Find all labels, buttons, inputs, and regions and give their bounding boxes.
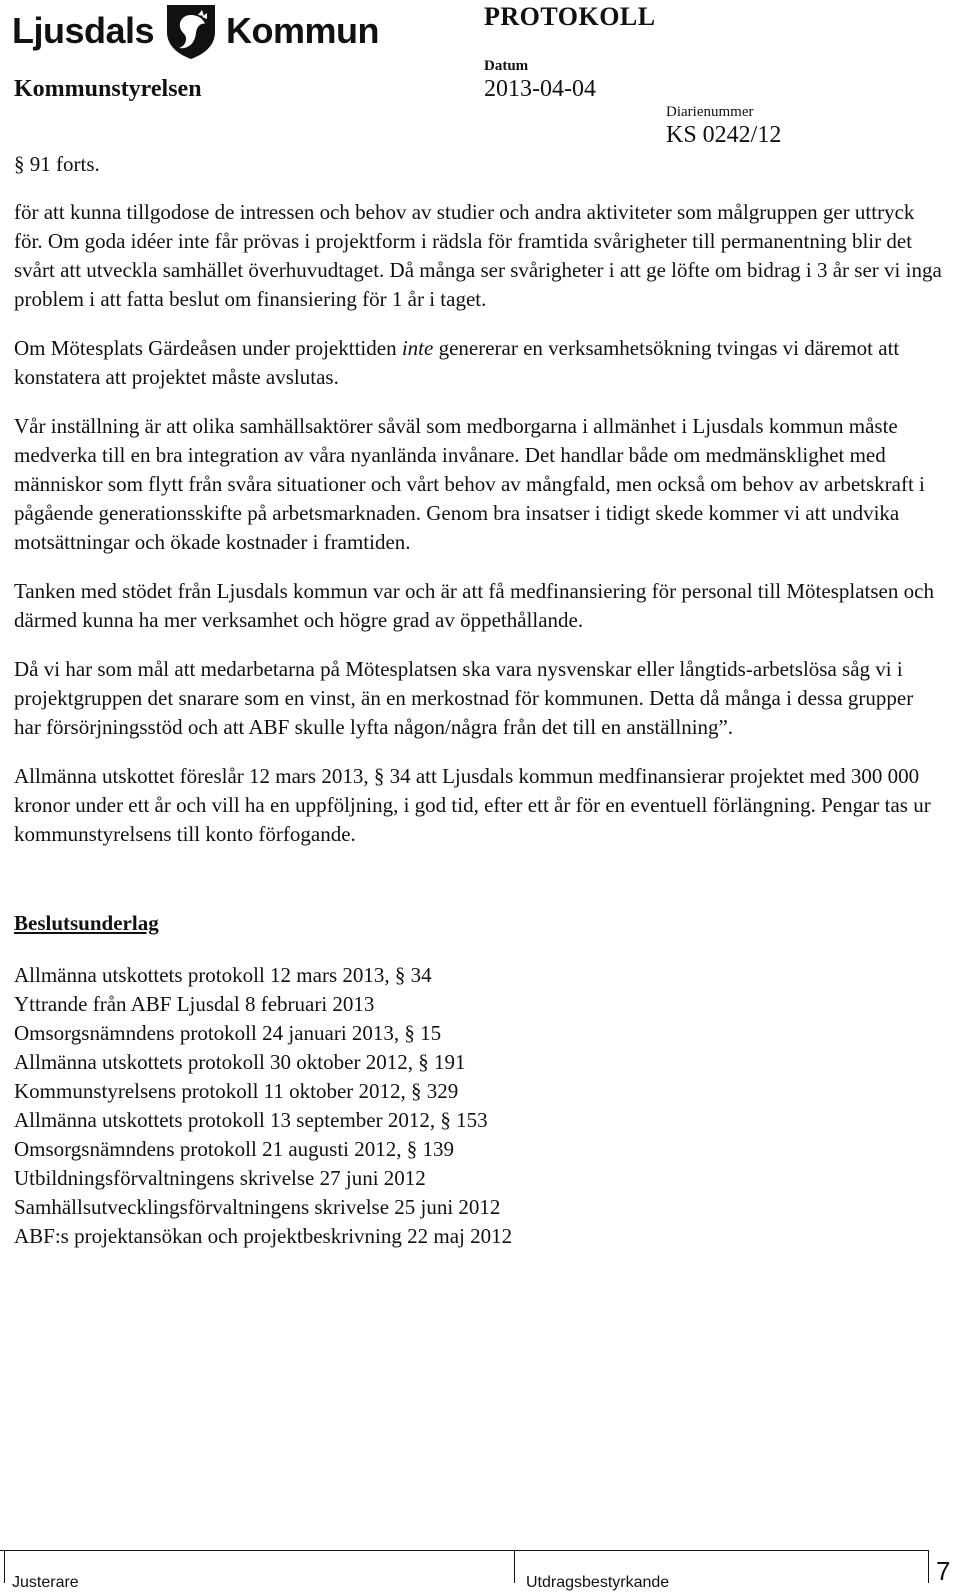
paragraph-text: Om Mötesplats Gärdeåsen under projekttiden xyxy=(14,336,402,360)
list-item: Kommunstyrelsens protokoll 11 oktober 2012, § 329 xyxy=(14,1079,459,1103)
paragraph-text: genererar en verksamhetsökning tvingas vi däremot att konstatera att projektet måste avslutas. xyxy=(14,336,900,389)
list-item: Utbildningsförvaltningens skrivelse 27 juni 2012 xyxy=(14,1166,426,1190)
date-label: Datum xyxy=(484,58,529,74)
organization-name: Kommunstyrelsen xyxy=(14,76,202,102)
page-number: 7 xyxy=(936,1556,951,1586)
document-type: PROTOKOLL xyxy=(484,2,656,31)
body-paragraph: Då vi har som mål att medarbetarna på Mötesplatsen ska vara nysvenskar eller långtids-arbetslösa såg vi i projektgruppen det snarare som en vinst, än en merkostnad för kommunen. Detta då många i dessa grupper har försörjningsstöd och att ABF skulle lyfta någon/några från det till en anställning”. xyxy=(14,657,914,739)
protocol-body xyxy=(14,150,944,1251)
list-item: Samhällsutvecklingsförvaltningens skrivelse 25 juni 2012 xyxy=(14,1195,501,1219)
body-paragraph: Allmänna utskottet föreslår 12 mars 2013, § 34 att Ljusdals kommun medfinansierar projektet med 300 000 kronor under ett år och vill ha en uppföljning, i god tid, efter ett år för en eventuell förlängning. Pengar tas ur kommunstyrelsens till konto förfogande. xyxy=(14,764,931,846)
body-paragraph: Vår inställning är att olika samhällsaktörer såväl som medborgarna i allmänhet i Ljusdals kommun måste medverka till en bra integration av våra nyanlända invånare. Det handlar både om medmänsklighet med människor som flytt från svåra situationer och vårt behov av mångfald, men också om behov av arbetskraft i pågående generationsskifte på arbetsmarknaden. Genom bra insatser i tidigt skede kommer vi att undvika motsättningar och ökade kostnader i framtiden. xyxy=(14,414,925,554)
list-item: Allmänna utskottets protokoll 13 september 2012, § 153 xyxy=(14,1108,488,1132)
body-paragraph xyxy=(14,334,944,392)
list-item: Allmänna utskottets protokoll 12 mars 2013, § 34 xyxy=(14,963,432,987)
decision-basis-list xyxy=(14,961,944,1251)
decision-basis-heading: Beslutsunderlag xyxy=(14,911,159,935)
list-item: ABF:s projektansökan och projektbeskrivning 22 maj 2012 xyxy=(14,1224,513,1248)
body-paragraph: Tanken med stödet från Ljusdals kommun var och är att få medfinansiering för personal till Mötesplatsen och därmed kunna ha mer verksamhet och högre grad av öppethållande. xyxy=(14,579,934,632)
coat-of-arms-icon xyxy=(164,2,218,60)
logo-text-left: Ljusdals xyxy=(12,10,155,51)
adjusters-label: Justerare xyxy=(12,1574,79,1591)
footer-box-edge xyxy=(4,1550,5,1583)
list-item: Allmänna utskottets protokoll 30 oktober 2012, § 191 xyxy=(14,1050,466,1074)
section-reference: § 91 forts. xyxy=(14,152,100,176)
footer-divider xyxy=(0,1550,928,1551)
certification-label: Utdragsbestyrkande xyxy=(526,1574,670,1591)
registry-number-label: Diarienummer xyxy=(666,104,754,120)
logo-text-right: Kommun xyxy=(226,10,380,51)
list-item: Omsorgsnämndens protokoll 21 augusti 2012, § 139 xyxy=(14,1137,455,1161)
list-item: Yttrande från ABF Ljusdal 8 februari 2013 xyxy=(14,992,375,1016)
footer-box-edge xyxy=(514,1550,515,1583)
emphasized-word: inte xyxy=(401,336,434,360)
footer-box-edge xyxy=(928,1550,929,1583)
date-value: 2013-04-04 xyxy=(484,76,596,102)
body-paragraph: för att kunna tillgodose de intressen och behov av studier och andra aktiviteter som målgruppen ger uttryck för. Om goda idéer inte får prövas i projektform i rädsla för framtida svårigheter till permanentning blir det svårt att utveckla samhället överhuvudtaget. Då många ser svårigheter i att ge löfte om bidrag i 3 år ser vi inga problem i att fatta beslut om finansiering för 1 år i taget. xyxy=(14,200,942,311)
municipality-logo xyxy=(12,2,379,60)
registry-number-value: KS 0242/12 xyxy=(666,122,782,148)
list-item: Omsorgsnämndens protokoll 24 januari 2013, § 15 xyxy=(14,1021,442,1045)
